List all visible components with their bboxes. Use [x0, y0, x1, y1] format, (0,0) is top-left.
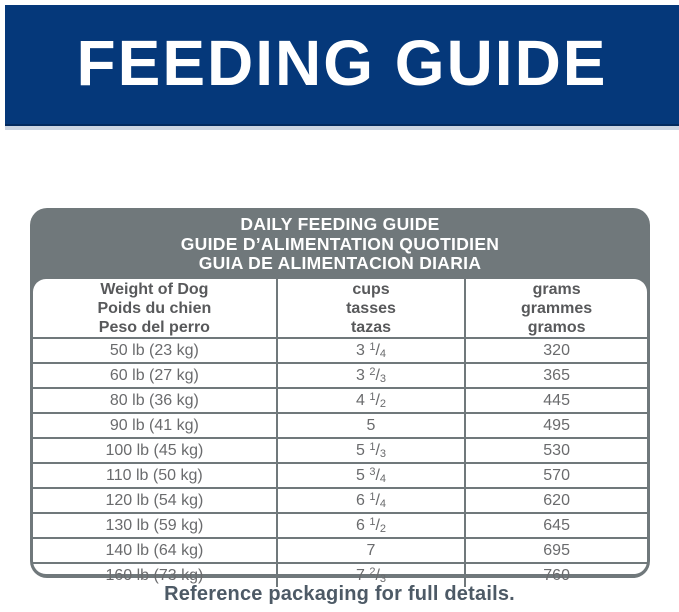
column-header-weight-en: Weight of Dog — [100, 280, 209, 298]
cups-cell: 3 $^2/_3$ — [277, 363, 465, 388]
weight-cell: 140 lb (64 kg) — [33, 538, 277, 563]
grams-cell: 530 — [465, 438, 647, 463]
cups-cell: 3 $^1/_4$ — [277, 338, 465, 363]
table-row — [33, 388, 647, 413]
column-header-grams-en: grams — [532, 280, 581, 298]
table-row — [33, 513, 647, 538]
column-header-cups — [277, 279, 465, 338]
column-header-grams-es: gramos — [527, 318, 586, 336]
weight-cell: 120 lb (54 kg) — [33, 488, 277, 513]
cups-cell: 5 $^3/_4$ — [277, 463, 465, 488]
grams-cell: 365 — [465, 363, 647, 388]
feeding-table — [33, 279, 647, 587]
column-header-cups-fr: tasses — [346, 299, 396, 317]
weight-cell: 60 lb (27 kg) — [33, 363, 277, 388]
column-header-weight — [33, 279, 277, 338]
cups-cell: 7 $^2/_3$ — [277, 563, 465, 587]
cups-cell: 6 $^1/_2$ — [277, 513, 465, 538]
column-header-grams-fr: grammes — [521, 299, 593, 317]
column-header-cups-es: tazas — [350, 318, 391, 336]
grams-cell: 495 — [465, 413, 647, 438]
grams-cell: 620 — [465, 488, 647, 513]
table-body-area — [33, 279, 647, 585]
grams-cell: 320 — [465, 338, 647, 363]
table-row — [33, 488, 647, 513]
cups-cell: 7 — [277, 538, 465, 563]
table-row — [33, 438, 647, 463]
table-row — [33, 413, 647, 438]
table-header-row — [33, 279, 647, 338]
table-rows — [33, 338, 647, 587]
table-row — [33, 463, 647, 488]
grams-cell: 645 — [465, 513, 647, 538]
weight-cell: 130 lb (59 kg) — [33, 513, 277, 538]
table-row — [33, 538, 647, 563]
column-header-cups-en: cups — [352, 280, 390, 298]
weight-cell: 90 lb (41 kg) — [33, 413, 277, 438]
weight-cell: 110 lb (50 kg) — [33, 463, 277, 488]
cups-cell: 4 $^1/_2$ — [277, 388, 465, 413]
weight-cell: 160 lb (73 kg) — [33, 563, 277, 587]
column-header-weight-es: Peso del perro — [98, 318, 210, 336]
grams-cell: 760 — [465, 563, 647, 587]
grams-cell: 570 — [465, 463, 647, 488]
table-title-line-en: DAILY FEEDING GUIDE — [240, 214, 440, 234]
weight-cell: 100 lb (45 kg) — [33, 438, 277, 463]
cups-cell: 6 $^1/_4$ — [277, 488, 465, 513]
grams-cell: 445 — [465, 388, 647, 413]
feeding-guide-banner — [5, 5, 679, 126]
footer-note: Reference packaging for full details. — [164, 583, 515, 605]
table-row — [33, 363, 647, 388]
table-title-line-es: GUIA DE ALIMENTACION DIARIA — [198, 253, 482, 273]
grams-cell: 695 — [465, 538, 647, 563]
table-title-line-fr: GUIDE D’ALIMENTATION QUOTIDIEN — [180, 233, 500, 254]
cups-cell: 5 $^1/_3$ — [277, 438, 465, 463]
weight-cell: 80 lb (36 kg) — [33, 388, 277, 413]
feeding-guide-table — [30, 208, 650, 585]
banner-title: FEEDING GUIDE — [76, 26, 608, 99]
weight-cell: 50 lb (23 kg) — [33, 338, 277, 363]
table-row — [33, 338, 647, 363]
column-header-grams — [465, 279, 647, 338]
cups-cell: 5 — [277, 413, 465, 438]
table-title — [33, 208, 647, 279]
column-header-weight-fr: Poids du chien — [97, 299, 212, 317]
